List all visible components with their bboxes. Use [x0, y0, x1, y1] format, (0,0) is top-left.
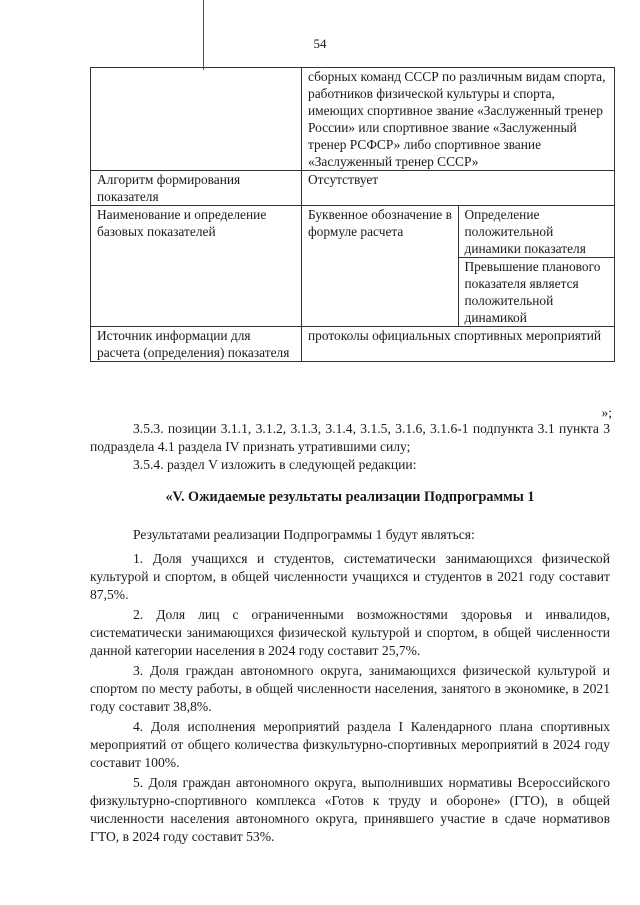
closing-quote: »;: [601, 405, 612, 420]
results-intro: Результатами реализации Подпрограммы 1 будут являться:: [133, 527, 475, 542]
list-item: 3. Доля граждан автономного округа, занимающихся физической культурой и спортом по месту работы, в общей численности населения, занятого в экономике, в 2021 году составит 38,8%.: [90, 663, 610, 714]
table-cell-label: Наименование и определение базовых показателей: [91, 206, 302, 327]
list-item: 1. Доля учащихся и студентов, систематически занимающихся физической культурой и спортом, в общей численности учащихся и студентов в 2021 году составит 87,5%.: [90, 551, 610, 602]
paragraph-3-5-4: 3.5.4. раздел V изложить в следующей редакции:: [133, 457, 417, 472]
table-subcell: Превышение планового показателя является положительной динамикой: [464, 259, 601, 325]
table-cell: Буквенное обозначение в формуле расчета: [302, 206, 459, 327]
table-cell-split: [458, 206, 615, 327]
table-cell-label: Источник информации для расчета (определения) показателя: [91, 327, 302, 362]
list-item: 5. Доля граждан автономного округа, выполнивших нормативы Всероссийского физкультурно-спортивного комплекса «Готов к труду и обороне» (ГТО), в общей численности населения автономного округа, принявшего участие в сдаче нормативов ГТО, в 2024 году составит 53%.: [90, 775, 610, 844]
table-row: [91, 327, 615, 362]
table-cell: протоколы официальных спортивных мероприятий: [302, 327, 615, 362]
section-heading: «V. Ожидаемые результаты реализации Подпрограммы 1: [165, 489, 535, 505]
table-row: [91, 171, 615, 206]
table-subcell: Определение положительной динамики показателя: [459, 206, 615, 258]
table-cell: Отсутствует: [302, 171, 615, 206]
paragraph-3-5-3: 3.5.3. позиции 3.1.1, 3.1.2, 3.1.3, 3.1.4, 3.1.5, 3.1.6, 3.1.6-1 подпункта 3.1 пункта 3 подраздела 4.1 раздела IV признать утратившими силу;: [90, 421, 610, 454]
results-block: [90, 526, 610, 848]
binding-line: [203, 0, 204, 70]
indicator-table: [90, 67, 615, 362]
table-row: [91, 206, 615, 327]
table-cell-empty: [91, 68, 302, 171]
amendments-block: [90, 420, 610, 474]
page-number: 54: [313, 36, 327, 51]
table-row: [91, 68, 615, 171]
list-item: 4. Доля исполнения мероприятий раздела I Календарного плана спортивных мероприятий от общего количества физкультурно-спортивных мероприятий в 2024 году составит 100%.: [90, 719, 610, 770]
list-item: 2. Доля лиц с ограниченными возможностями здоровья и инвалидов, систематически занимающихся физической культурой и спортом, в общей численности данной категории населения в 2024 году составит 25,7%.: [90, 607, 610, 658]
table-cell-label: Алгоритм формирования показателя: [91, 171, 302, 206]
table-cell: сборных команд СССР по различным видам спорта, работников физической культуры и спорта, имеющих спортивное звание «Заслуженный тренер России» или спортивное звание «Заслуженный тренер РСФСР» либо спортивное звание «Заслуженный тренер СССР»: [302, 68, 615, 171]
